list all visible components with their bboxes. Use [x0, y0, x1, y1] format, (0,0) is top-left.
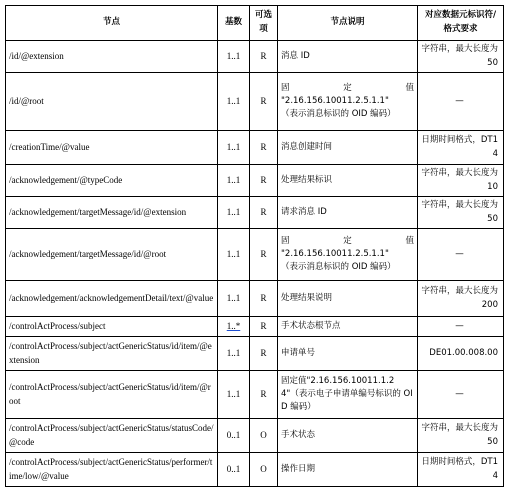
format-cell: —	[418, 371, 504, 419]
table-row	[6, 197, 504, 229]
table-header	[6, 6, 504, 41]
cardinality-cell: 1..1	[218, 197, 250, 229]
description-line: （表示消息标识的 OID 编码）	[281, 109, 396, 120]
node-path-cell: /creationTime/@value	[6, 131, 218, 165]
optional-cell: R	[250, 131, 278, 165]
format-cell: —	[418, 73, 504, 131]
cardinality-cell: 1..1	[218, 73, 250, 131]
table-row	[6, 419, 504, 453]
description-cell: 手术状态	[278, 419, 418, 453]
cardinality-cell: 1..1	[218, 281, 250, 317]
format-cell: 字符串，最大长度为 10	[418, 165, 504, 197]
cardinality-cell	[218, 317, 250, 337]
description-line: "2.16.156.10011.2.5.1.1"	[281, 95, 389, 106]
node-path-cell: /acknowledgement/acknowledgementDetail/text/@value	[6, 281, 218, 317]
cardinality-cell: 0..1	[218, 453, 250, 487]
format-cell: —	[418, 317, 504, 337]
table-row	[6, 371, 504, 419]
optional-cell: R	[250, 317, 278, 337]
table-row	[6, 41, 504, 73]
format-cell: 字符串，最大长度为 50	[418, 419, 504, 453]
optional-cell: R	[250, 371, 278, 419]
node-path-cell: /controlActProcess/subject/actGenericStatus/statusCode/@code	[6, 419, 218, 453]
description-line: "2.16.156.10011.2.5.1.1"	[281, 248, 389, 259]
message-spec-table	[5, 5, 504, 487]
description-line: （表示消息标识的 OID 编码）	[281, 262, 396, 273]
table-row	[6, 73, 504, 131]
cardinality-cell: 1..1	[218, 229, 250, 281]
table-row	[6, 131, 504, 165]
description-cell: 手术状态根节点	[278, 317, 418, 337]
optional-cell: R	[250, 165, 278, 197]
node-path-cell: /controlActProcess/subject/actGenericStatus/performer/time/low/@value	[6, 453, 218, 487]
table-body	[6, 41, 504, 487]
format-cell: 日期时间格式，DT14	[418, 131, 504, 165]
description-cell: 请求消息 ID	[278, 197, 418, 229]
format-cell: 字符串，最大长度为 50	[418, 41, 504, 73]
header-node: 节点	[6, 6, 218, 41]
header-format: 对应数据元标识符/格式要求	[418, 6, 504, 41]
cardinality-cell: 1..1	[218, 337, 250, 371]
node-path-cell: /id/@root	[6, 73, 218, 131]
optional-cell: R	[250, 281, 278, 317]
header-optional: 可选项	[250, 6, 278, 41]
description-line: 固定值	[281, 82, 414, 93]
description-cell: 消息创建时间	[278, 131, 418, 165]
description-cell	[278, 229, 418, 281]
table-row	[6, 337, 504, 371]
description-cell: 消息 ID	[278, 41, 418, 73]
description-line: 固定值	[281, 235, 414, 246]
description-cell: 申请单号	[278, 337, 418, 371]
format-cell: 字符串，最大长度为 50	[418, 197, 504, 229]
node-path-cell: /controlActProcess/subject/actGenericStatus/id/item/@root	[6, 371, 218, 419]
node-path-cell: /controlActProcess/subject	[6, 317, 218, 337]
table-row	[6, 165, 504, 197]
optional-cell: R	[250, 73, 278, 131]
optional-cell: R	[250, 229, 278, 281]
description-cell: 处理结果说明	[278, 281, 418, 317]
optional-cell: R	[250, 41, 278, 73]
table-row	[6, 453, 504, 487]
node-path-cell: /id/@extension	[6, 41, 218, 73]
format-cell: 字符串，最大长度为 200	[418, 281, 504, 317]
description-cell: 固定值"2.16.156.10011.1.24"（表示电子申请单编号标识的 OID 编码）	[278, 371, 418, 419]
table-row	[6, 229, 504, 281]
cardinality-cell: 1..1	[218, 131, 250, 165]
cardinality-cell: 0..1	[218, 419, 250, 453]
node-path-cell: /controlActProcess/subject/actGenericStatus/id/item/@extension	[6, 337, 218, 371]
cardinality-cell: 1..1	[218, 165, 250, 197]
header-cardinality: 基数	[218, 6, 250, 41]
format-cell: DE01.00.008.00	[418, 337, 504, 371]
format-cell: —	[418, 229, 504, 281]
table-row	[6, 317, 504, 337]
node-path-cell: /acknowledgement/@typeCode	[6, 165, 218, 197]
table-row	[6, 281, 504, 317]
optional-cell: R	[250, 197, 278, 229]
description-cell: 处理结果标识	[278, 165, 418, 197]
header-row	[6, 6, 504, 41]
cardinality-value: 1..*	[226, 320, 241, 331]
format-cell: 日期时间格式，DT14	[418, 453, 504, 487]
cardinality-cell: 1..1	[218, 371, 250, 419]
description-cell	[278, 73, 418, 131]
cardinality-cell: 1..1	[218, 41, 250, 73]
header-description: 节点说明	[278, 6, 418, 41]
optional-cell: R	[250, 337, 278, 371]
description-cell: 操作日期	[278, 453, 418, 487]
node-path-cell: /acknowledgement/targetMessage/id/@root	[6, 229, 218, 281]
node-path-cell: /acknowledgement/targetMessage/id/@extension	[6, 197, 218, 229]
optional-cell: O	[250, 419, 278, 453]
optional-cell: O	[250, 453, 278, 487]
